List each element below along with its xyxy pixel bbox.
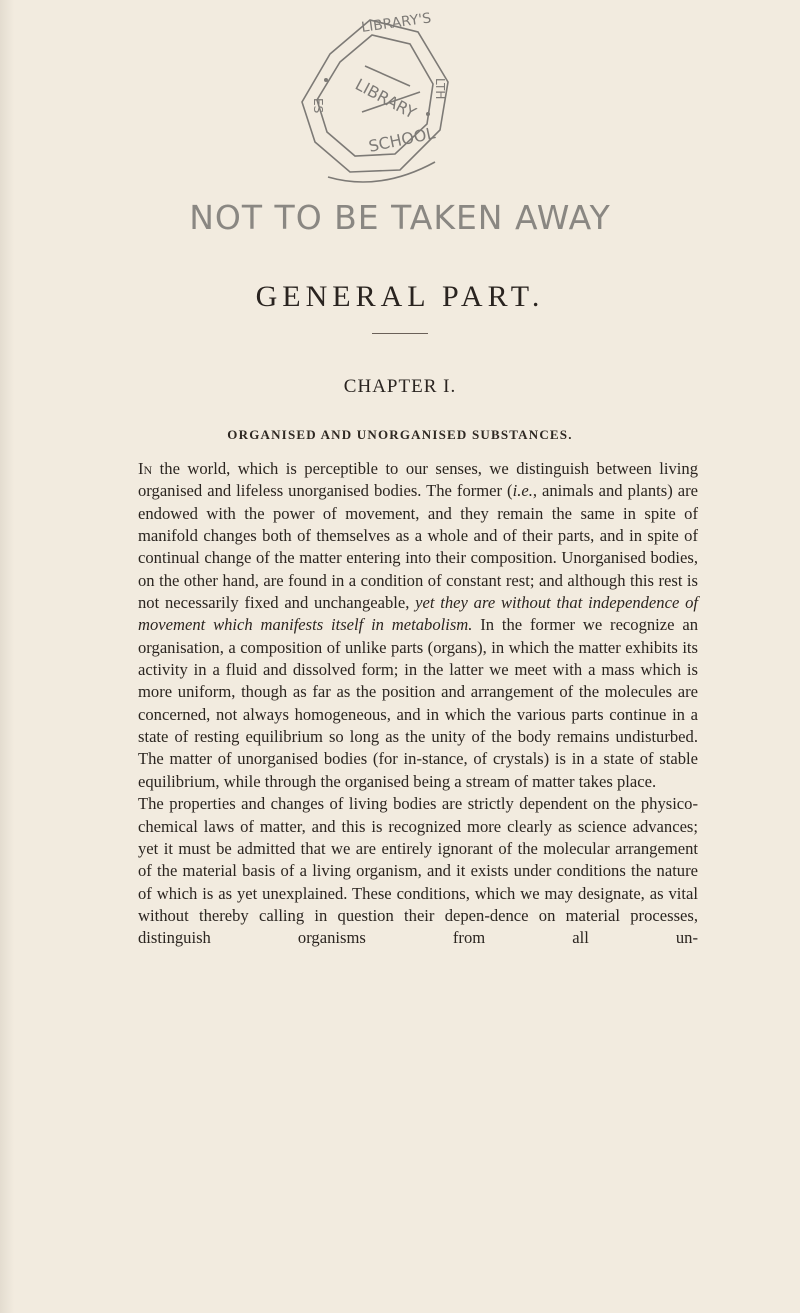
paragraph-1-ie: i.e. xyxy=(512,481,533,501)
svg-text:LIBRARY'S: LIBRARY'S xyxy=(360,10,433,36)
chapter-title: CHAPTER I. xyxy=(343,376,457,397)
paragraph-1-part3: In the former we recognize an organisation, a composition of unlike parts (organs), in which the matter exhibits its activity in a fluid and dissolved form; in the latter we meet with a mass which is more uniform, though as far as the position and arrangement of the molecules are concerned, not always homogeneous, and in which the various parts continue in a state of resting equilibrium so long as the unity of the body remains undisturbed. The matter of unorganised bodies (for in-stance, of crystals) is in a state of stable equilibrium, while through the organised being a stream of matter takes place. xyxy=(138,615,698,791)
paragraph-1 xyxy=(138,458,698,793)
paragraph-1-part1: the world, which is perceptible to our senses, we distinguish between living organised and lifeless unorganised bodies. The former ( xyxy=(138,459,698,501)
paragraph-1-lead: In xyxy=(138,459,153,478)
paragraph-2: The properties and changes of living bodies are strictly dependent on the physico-chemical laws of matter, and this is recognized more clearly as science advances; yet it must be admitted that we are entirely ignorant of the molecular arrangement of the material basis of a living organism, and it exists under conditions the nature of which is as yet unexplained. These conditions, which we may designate, as vital without thereby calling in question their depen-dence on material processes, distinguish organisms from all un- xyxy=(138,794,698,948)
section-title: GENERAL PART. xyxy=(255,280,545,313)
body-text xyxy=(138,458,698,950)
svg-text:ES: ES xyxy=(311,98,325,114)
divider-rule xyxy=(372,333,428,334)
svg-text:LTH: LTH xyxy=(433,78,447,100)
paragraph-1-italic: yet they are without that independence of movement which manifests itself in metabolism. xyxy=(138,593,698,635)
paragraph-1-part2: , animals and plants) are endowed with the power of movement, and they remain the same in spite of manifold changes both of themselves as a whole and of their parts, and in spite of continual change of the matter entering into their composition. Unorganised bodies, on the other hand, are found in a condition of constant rest; and although this rest is not necessarily fixed and unchangeable, xyxy=(138,481,698,613)
svg-text:SCHOOL: SCHOOL xyxy=(366,123,437,156)
svg-text:LIBRARY: LIBRARY xyxy=(352,74,420,123)
page-gutter-shadow xyxy=(0,0,14,1313)
library-stamp xyxy=(270,2,470,187)
not-to-be-taken-away-stamp: NOT TO BE TAKEN AWAY xyxy=(189,198,611,237)
library-stamp-seal xyxy=(270,2,470,187)
chapter-subtitle: ORGANISED AND UNORGANISED SUBSTANCES. xyxy=(227,427,573,442)
